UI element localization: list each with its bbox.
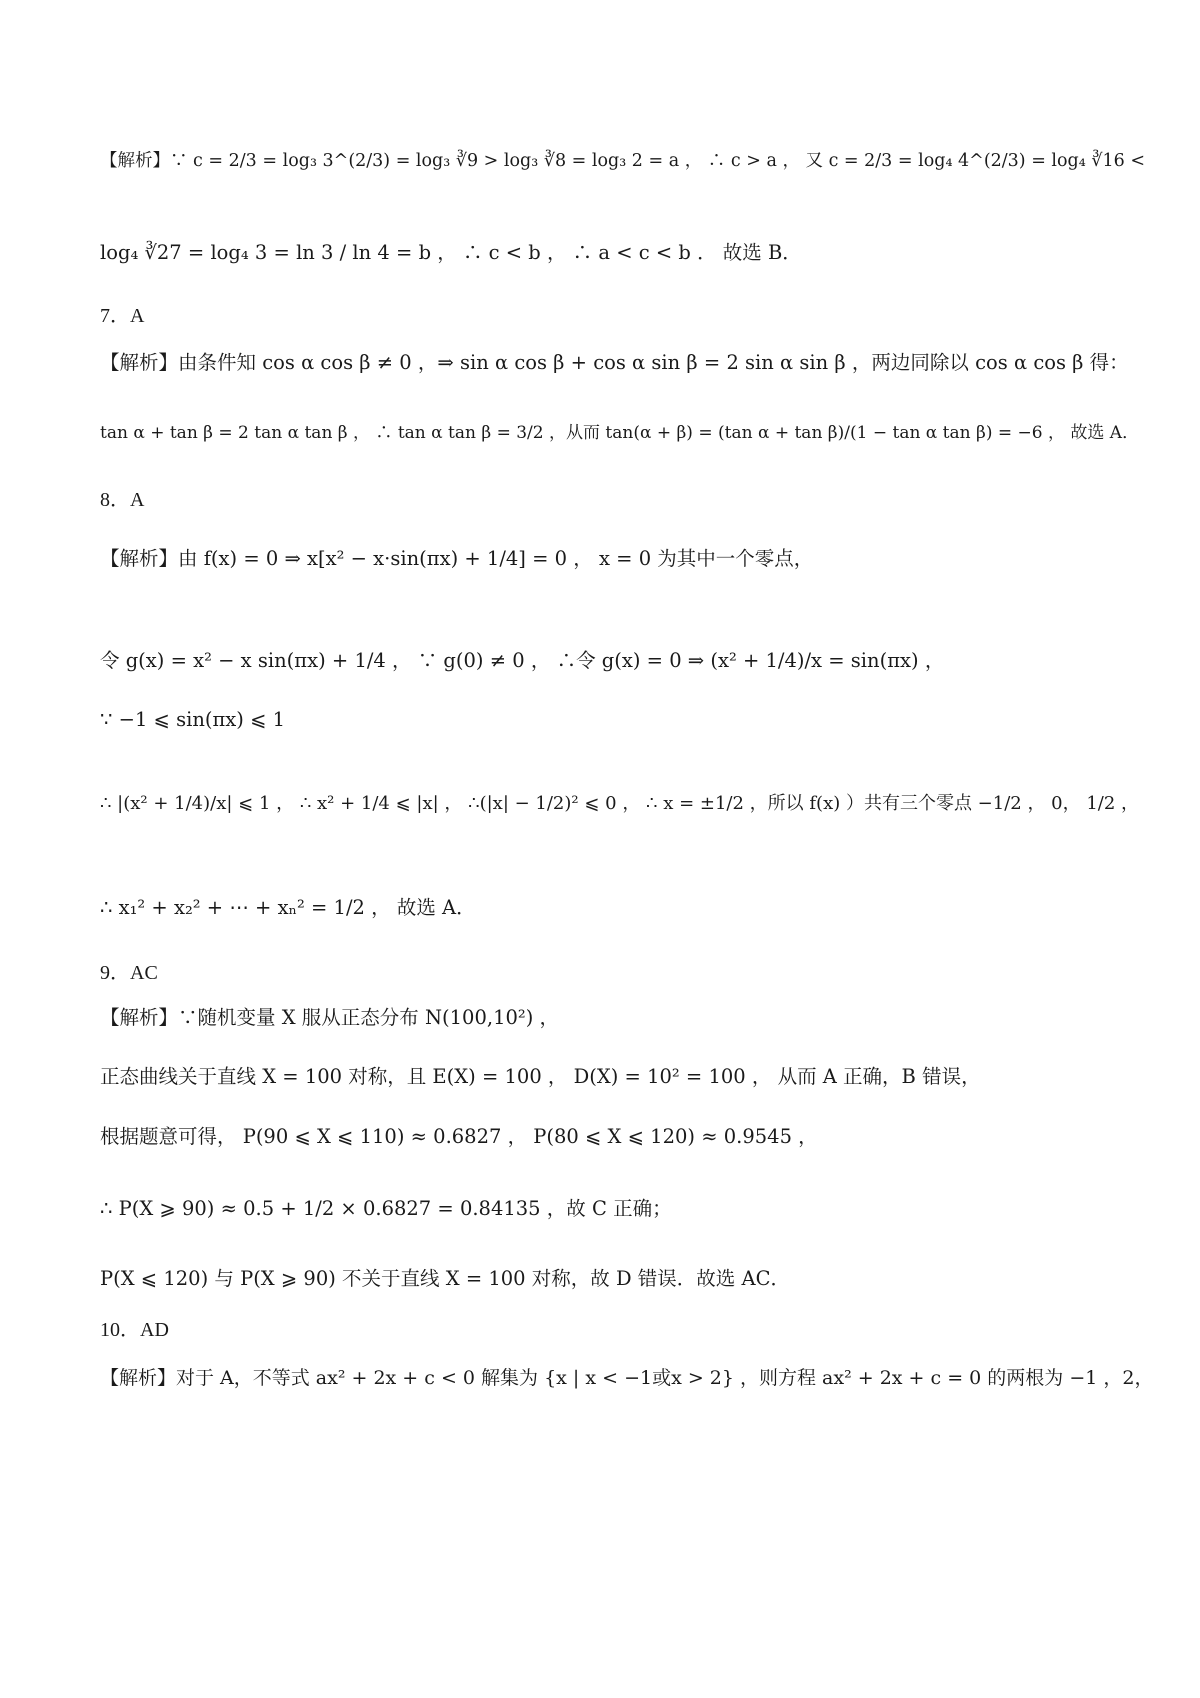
- q9-analysis-line-1: 【解析】∵随机变量 X 服从正态分布 N(100,10²) ，: [100, 1006, 560, 1029]
- q8-analysis-line-1: 【解析】由 f(x) = 0 ⇒ x[x² − x·sin(πx) + 1/4] = 0 ， x = 0 为其中一个零点，: [100, 547, 814, 570]
- q9-analysis-line-4: ∴ P(X ⩾ 90) ≈ 0.5 + 1/2 × 0.6827 = 0.84135 ，故 C 正确；: [100, 1197, 672, 1220]
- q7-answer: 7．A: [100, 305, 145, 327]
- q10-answer: 10．AD: [100, 1319, 169, 1341]
- q6-analysis-line-2: log₄ ∛27 = log₄ 3 = ln 3 / ln 4 = b ， ∴ c < b ， ∴ a < c < b ． 故选 B．: [100, 241, 802, 264]
- q7-analysis-line-1: 【解析】由条件知 cos α cos β ≠ 0 ，⇒ sin α cos β + cos α sin β = 2 sin α sin β ，两边同除以 cos α cos β 得：: [100, 351, 1129, 374]
- q10-analysis-line-1: 【解析】对于 A，不等式 ax² + 2x + c < 0 解集为 {x | x < −1或x > 2} ，则方程 ax² + 2x + c = 0 的两根为 −1 ，2，: [100, 1367, 1154, 1389]
- q9-analysis-line-5: P(X ⩽ 120) 与 P(X ⩾ 90) 不关于直线 X = 100 对称，故 D 错误．故选 AC．: [100, 1267, 791, 1290]
- q9-answer: 9．AC: [100, 962, 158, 984]
- q8-analysis-line-2: 令 g(x) = x² − x sin(πx) + 1/4 ， ∵ g(0) ≠ 0 ， ∴令 g(x) = 0 ⇒ (x² + 1/4)/x = sin(πx) ，: [100, 649, 945, 672]
- q8-analysis-line-5: ∴ x₁² + x₂² + ⋯ + xₙ² = 1/2 ， 故选 A．: [100, 896, 476, 919]
- q9-analysis-line-2: 正态曲线关于直线 X = 100 对称，且 E(X) = 100 ， D(X) = 10² = 100 ， 从而 A 正确，B 错误，: [100, 1065, 981, 1088]
- q8-analysis-line-4: ∴ |(x² + 1/4)/x| ⩽ 1 ， ∴ x² + 1/4 ⩽ |x| ， ∴(|x| − 1/2)² ⩽ 0 ， ∴ x = ±1/2 ，所以 f(x) ）共有三个零点 −1/2 ， 0， 1/2 ，: [100, 793, 1140, 814]
- q8-analysis-line-3: ∵ −1 ⩽ sin(πx) ⩽ 1: [100, 708, 286, 731]
- q6-analysis-line-1: 【解析】∵ c = 2/3 = log₃ 3^(2/3) = log₃ ∛9 > log₃ ∛8 = log₃ 2 = a ， ∴ c > a ， 又 c = 2/3 = log₄ 4^(2/3) = log₄ ∛16 <: [100, 151, 1145, 171]
- q7-analysis-line-2: tan α + tan β = 2 tan α tan β ， ∴ tan α tan β = 3/2 ，从而 tan(α + β) = (tan α + tan β)/(1 − tan α tan β) = −6 ， 故选 A．: [100, 423, 1140, 443]
- q9-analysis-line-3: 根据题意可得， P(90 ⩽ X ⩽ 110) ≈ 0.6827 ， P(80 ⩽ X ⩽ 120) ≈ 0.9545 ，: [100, 1125, 818, 1148]
- q8-answer: 8．A: [100, 489, 145, 511]
